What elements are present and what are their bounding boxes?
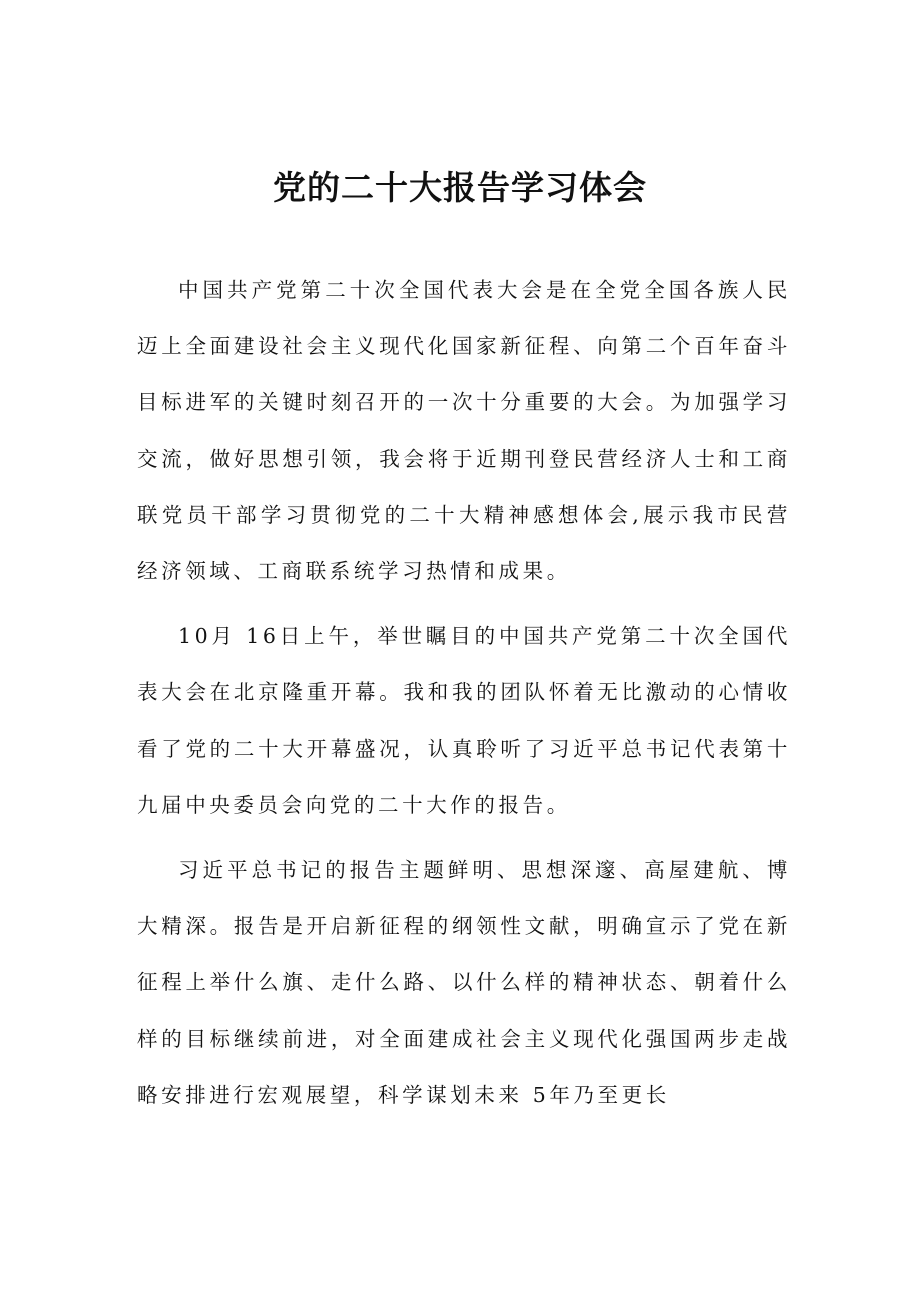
paragraph-2: 10月 16日上午，举世瞩目的中国共产党第二十次全国代表大会在北京隆重开幕。我和我的团队怀着无比激动的心情收看了党的二十大开幕盛况，认真聆听了习近平总书记代表第十九届中央委员会向党的二十大作的报告。 bbox=[137, 624, 791, 817]
document-body bbox=[137, 262, 791, 1123]
paragraph-3: 习近平总书记的报告主题鲜明、思想深邃、高屋建航、博大精深。报告是开启新征程的纲领性文献，明确宣示了党在新征程上举什么旗、走什么路、以什么样的精神状态、朝着什么样的目标继续前进，对全面建成社会主义现代化强国两步走战略安排进行宏观展望，科学谋划未来 5年乃至更长 bbox=[137, 858, 791, 1107]
paragraph-1: 中国共产党第二十次全国代表大会是在全党全国各族人民迈上全面建设社会主义现代化国家新征程、向第二个百年奋斗目标进军的关键时刻召开的一次十分重要的大会。为加强学习交流，做好思想引领，我会将于近期刊登民营经济人士和工商联党员干部学习贯彻党的二十大精神感想体会,展示我市民营经济领域、工商联系统学习热情和成果。 bbox=[137, 278, 791, 584]
document-title: 党的二十大报告学习体会 bbox=[273, 168, 647, 207]
